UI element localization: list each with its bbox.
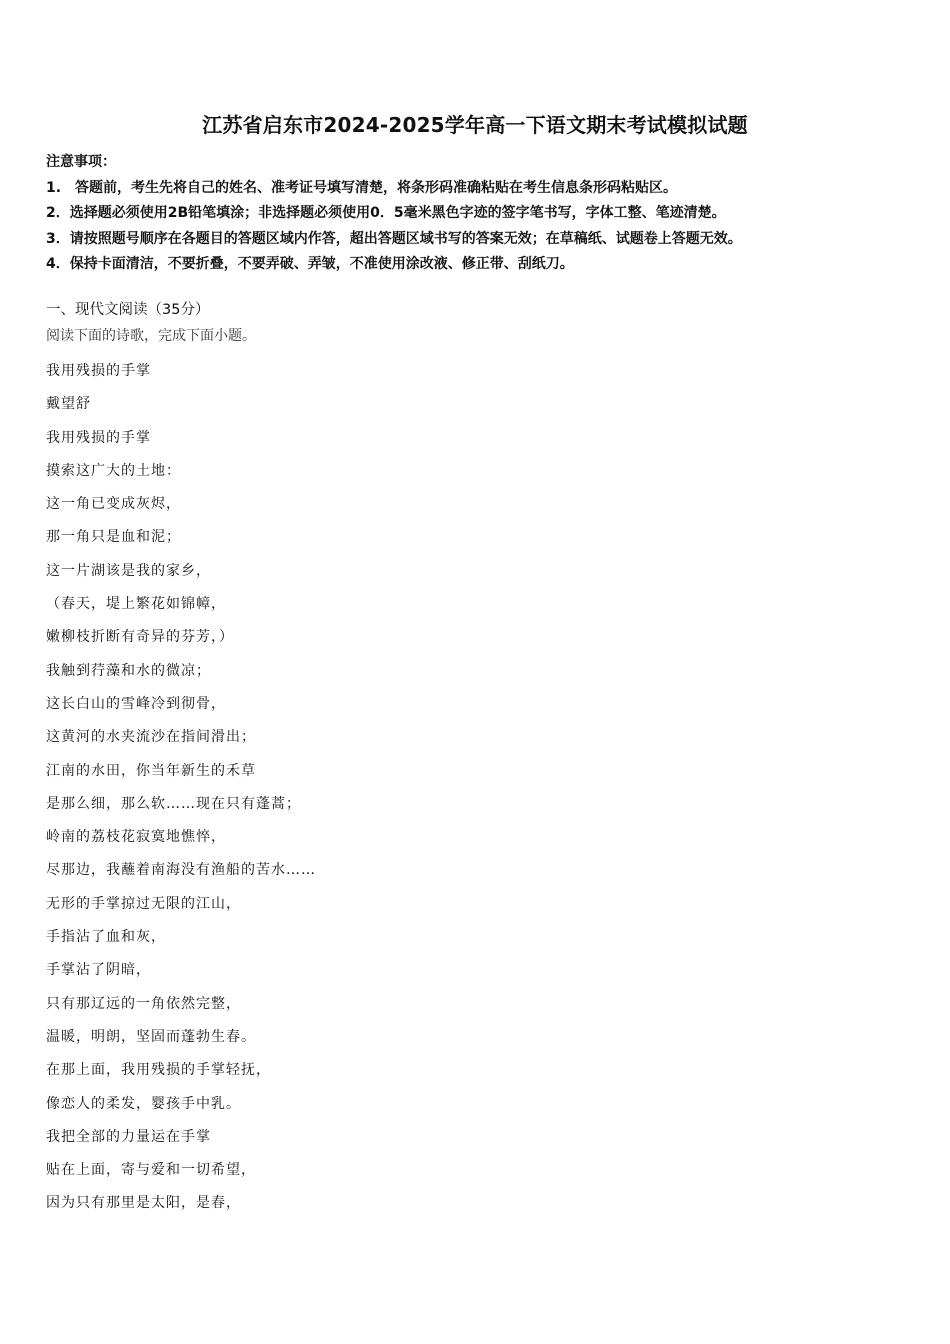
poem-line: 在那上面，我用残损的手掌轻抚， [46,1062,271,1079]
poem-line: 摸索这广大的土地： [46,462,181,479]
poem-line: 岭南的荔枝花寂寞地憔悴， [46,829,226,846]
notice-item-4: 4．保持卡面清洁，不要折叠，不要弄破、弄皱，不准使用涂改液、修正带、刮纸刀。 [46,256,574,272]
poem-text [46,355,906,1221]
poem-line: 因为只有那里是太阳，是春， [46,1195,241,1212]
poem-line: 温暖，明朗，坚固而蓬勃生春。 [46,1028,256,1045]
poem-line: 尽那边，我蘸着南海没有渔船的苦水…… [46,862,316,879]
notice-heading: 注意事项： [46,154,116,170]
poem-line: 我用残损的手掌 [46,429,151,446]
poem-line: 是那么细，那么软……现在只有蓬蒿； [46,795,301,812]
poem-line: 手指沾了血和灰， [46,929,166,946]
poem-title: 我用残损的手掌 [46,363,151,379]
notice-item-2: 2．选择题必须使用2B铅笔填涂；非选择题必须使用0．5毫米黑色字迹的签字笔书写，字体工整、笔迹清楚。 [46,205,726,221]
page-title: 江苏省启东市2024-2025学年高一下语文期末考试模拟试题 [202,113,748,137]
section-heading: 一、现代文阅读（35分） [46,302,210,318]
poem-line: 像恋人的柔发，婴孩手中乳。 [46,1095,241,1112]
poem-line: （春天，堤上繁花如锦幛， [46,596,226,613]
section-instruction: 阅读下面的诗歌，完成下面小题。 [46,328,256,344]
poem-line: 我触到荇藻和水的微凉； [46,662,211,679]
poem-line: 我把全部的力量运在手掌 [46,1128,211,1145]
notice-block [46,150,926,278]
poem-line: 贴在上面，寄与爱和一切希望， [46,1162,256,1179]
poem-author: 戴望舒 [46,396,91,413]
poem-line: 这长白山的雪峰冷到彻骨， [46,695,226,712]
section-modern-reading [46,298,926,350]
poem-line: 这黄河的水夹流沙在指间滑出； [46,729,256,746]
poem-line: 只有那辽远的一角依然完整， [46,995,241,1012]
poem-line: 无形的手掌掠过无限的江山， [46,895,241,912]
notice-item-1: 1. 答题前，考生先将自己的姓名、准考证号填写清楚，将条形码准确粘贴在考生信息条形码粘贴区。 [46,179,678,196]
poem-line: 那一角只是血和泥； [46,529,181,546]
poem-line: 手掌沾了阴暗， [46,962,151,979]
poem-line: 这一角已变成灰烬， [46,496,181,513]
poem-line: 江南的水田，你当年新生的禾草 [46,762,256,779]
poem-line: 这一片湖该是我的家乡， [46,562,211,579]
poem-line: 嫩柳枝折断有奇异的芬芳，） [46,629,234,646]
notice-item-3: 3．请按照题号顺序在各题目的答题区域内作答，超出答题区域书写的答案无效；在草稿纸、试题卷上答题无效。 [46,230,742,247]
